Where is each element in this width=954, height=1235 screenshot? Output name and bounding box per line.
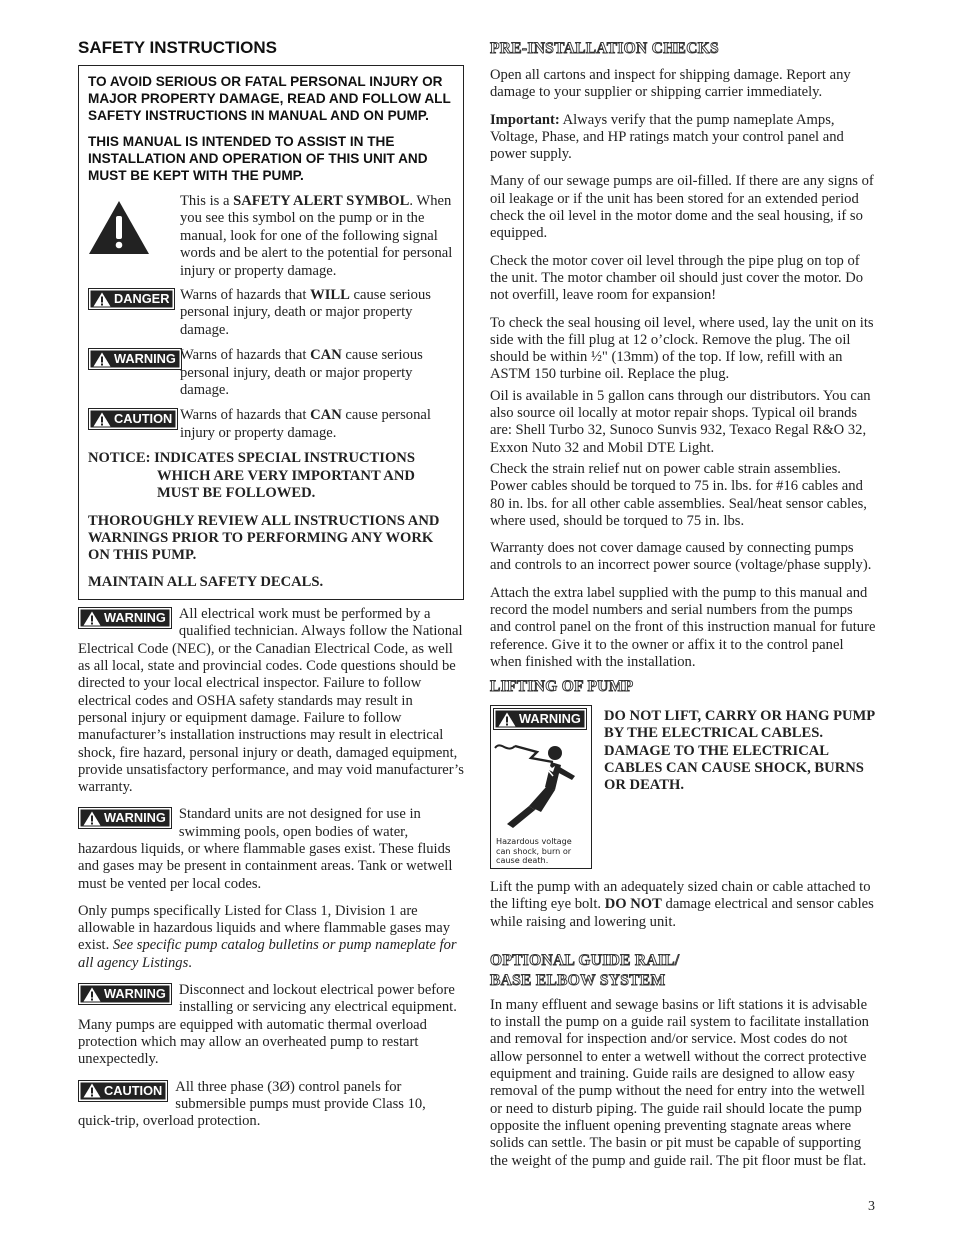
warning-signal: WARNING [78,607,172,629]
pre-para-5: To check the seal housing oil level, where used, lay the unit on its side with the fill plug at 12 o’clock. Remove the plug. The oil should be within ½" (13mm) of the top. If low, refill with an ASTM 150 turbine oil. Replace the plug. [490,314,874,383]
caution-signal: CAUTION [88,408,178,430]
electrical-warning: WARNING All electrical work must be performed by a qualified technician. Always follow the National Electrical Code (NEC), or the Canadian Electrical Code, as well as all local, state and provincial codes. Code questions should be directed to your local electrical inspector. Failure to follow electrical codes and OSHA safety standards may result in personal injury or equipment damage. Failure to follow manufacturer’s installation instructions may result in electrical shock, fire hazard, personal injury or death, damaged equipment, provide unsatisfactory performance, and may void manufacturer’s warranty. [78,606,464,796]
lifting-warning-block [490,705,876,869]
pre-para-3: Many of our sewage pumps are oil-filled. If there are any signs of oil leakage or if the unit has been stored for an extended period check the oil level in the motor dome and the seal housing, if so equipped. [490,173,874,242]
safety-heading: SAFETY INSTRUCTIONS [78,38,277,57]
warning-text: Warns of hazards that CAN cause serious personal injury, death or major property damage. [180,347,423,399]
caution-signal: CAUTION [78,1080,168,1102]
guide-rail-paragraph: In many effluent and sewage basins or lift stations it is advisable to install the pump on a guide rail system to facilitate installation and removal for inspection and/or service. Most codes do not allow personnel to enter a wetwell without the correct protective equipment and training. Guide rails are designed to allow easy removal of the pump without the need for entry into the wetwell or need to disturb piping. The guide rail should locate the pump opposite the influent opening preventing stagnate areas where solids can settle. The basin or pit must be capable of supporting the weight of the pump and guide rail. The pit floor must be flat. [490,996,869,1169]
danger-text: Warns of hazards that WILL cause serious personal injury, death or major property damage. [180,287,431,338]
alert-triangle-icon [83,811,101,826]
pre-para-7: Check the strain relief nut on power cable strain assemblies. Power cables should be torqued to 75 in. lbs. for #16 cables and 80 in. lbs. for all other cable assemblies. Seal/heat sensor cables, where used, should be torqued to 75 in. lbs. [490,460,867,529]
lifting-warning-text: DO NOT LIFT, CARRY OR HANG PUMP BY THE ELECTRICAL CABLES. DAMAGE TO THE ELECTRICAL CABLES CAN CAUSE SHOCK, BURNS OR DEATH. [604,708,875,794]
safety-alert-row [88,193,455,280]
danger-row [88,287,455,339]
right-column [490,36,876,1180]
warning-signal: WARNING [493,708,587,730]
class1-paragraph: Only pumps specifically Listed for Class 1, Division 1 are allowable in hazardous liquids and where flammable gases may exist. See specific pump catalog bulletins or pump nameplate for all agency Listings. [78,902,457,971]
danger-signal: DANGER [88,288,175,310]
pre-para-6: Oil is available in 5 gallon cans through our distributors. You can also source oil locally at motor repair shops. Typical oil brands are: Shell Turbo 32, Sunoco Sunvis 932, Texaco Regal R&O 32, Exxon Nuto 32 and Mobil DTE Light. [490,387,871,456]
safety-box [78,65,464,600]
box-para-2: THIS MANUAL IS INTENDED TO ASSIST IN THE INSTALLATION AND OPERATION OF THIS UNIT AND MUST BE KEPT WITH THE PUMP. [88,134,428,183]
pre-para-4: Check the motor cover oil level through the pipe plug on top of the unit. The motor chamber oil should just cover the motor. Do not overfill, leave room for expansion! [490,252,864,304]
alert-triangle-icon [83,611,101,626]
alert-triangle-icon [93,412,111,427]
alert-triangle-icon [498,712,516,727]
warning-signal: WARNING [78,983,172,1005]
alert-triangle-icon [93,352,111,367]
warning-row [88,347,455,399]
safety-alert-icon [88,193,180,260]
page-number: 3 [868,1199,875,1214]
shock-hazard-panel [490,705,592,869]
pre-installation-heading: PRE-INSTALLATION CHECKS [490,40,719,57]
safety-alert-text: This is a SAFETY ALERT SYMBOL. When you see this symbol on the pump or in the manual, look for one of the following signal words and be alert to the potential for personal injury or property damage. [180,193,453,279]
lifting-paragraph: Lift the pump with an adequately sized chain or cable attached to the lifting eye bolt. DO NOT damage electrical and sensor cables while raising and lowering unit. [490,878,874,930]
pre-para-9: Attach the extra label supplied with the pump to this manual and record the model numbers and serial numbers from the pumps and control panel on the front of this instruction manual for future reference. Give it to the owner or affix it to the control panel when finished with the installation. [490,584,876,670]
caution-text: Warns of hazards that CAN cause personal injury or property damage. [180,407,431,441]
pre-para-1: Open all cartons and inspect for shipping damage. Report any damage to your supplier or shipping carrier immediately. [490,67,851,101]
three-phase-caution: CAUTION All three phase (3Ø) control panels for submersible pumps must provide Class 10, quick-trip, overload protection. [78,1078,426,1130]
notice-block: NOTICE: INDICATES SPECIAL INSTRUCTIONS WHICH ARE VERY IMPORTANT AND MUST BE FOLLOWED. [88,450,415,502]
caution-row [88,407,455,442]
box-para-1: TO AVOID SERIOUS OR FATAL PERSONAL INJURY OR MAJOR PROPERTY DAMAGE, READ AND FOLLOW ALL SAFETY INSTRUCTIONS IN MANUAL AND ON PUMP. [88,74,451,123]
alert-triangle-icon [93,292,111,307]
alert-triangle-icon [83,987,101,1002]
warning-signal: WARNING [88,348,182,370]
lockout-warning: WARNING Disconnect and lockout electrical power before installing or servicing any electrical equipment. Many pumps are equipped with automatic thermal overload protection which may allow an overheated pump to restart unexpectedly. [78,982,457,1068]
pre-para-important: Important: Always verify that the pump nameplate Amps, Voltage, Phase, and HP ratings match your control panel and power supply. [490,111,844,163]
pool-warning: WARNING Standard units are not designed for use in swimming pools, open bodies of water, hazardous liquids, or where flammable gases exist. These fluids and gases may be present in containment areas. Tank or wetwell must be vented per local codes. [78,806,453,892]
lifting-heading: LIFTING OF PUMP [490,678,634,696]
guide-rail-heading: OPTIONAL GUIDE RAIL/ BASE ELBOW SYSTEM [490,951,680,989]
maintain-text: MAINTAIN ALL SAFETY DECALS. [88,573,324,590]
warning-signal: WARNING [78,807,172,829]
left-column [78,36,464,1140]
electric-shock-icon [491,732,591,837]
shock-caption: Hazardous voltage can shock, burn or cause death. [496,836,572,866]
pre-para-8: Warranty does not cover damage caused by connecting pumps and controls to an incorrect power source (voltage/phase supply). [490,540,872,574]
alert-triangle-icon [83,1083,101,1098]
review-text: THOROUGHLY REVIEW ALL INSTRUCTIONS AND WARNINGS PRIOR TO PERFORMING ANY WORK ON THIS PUMP. [88,512,440,564]
